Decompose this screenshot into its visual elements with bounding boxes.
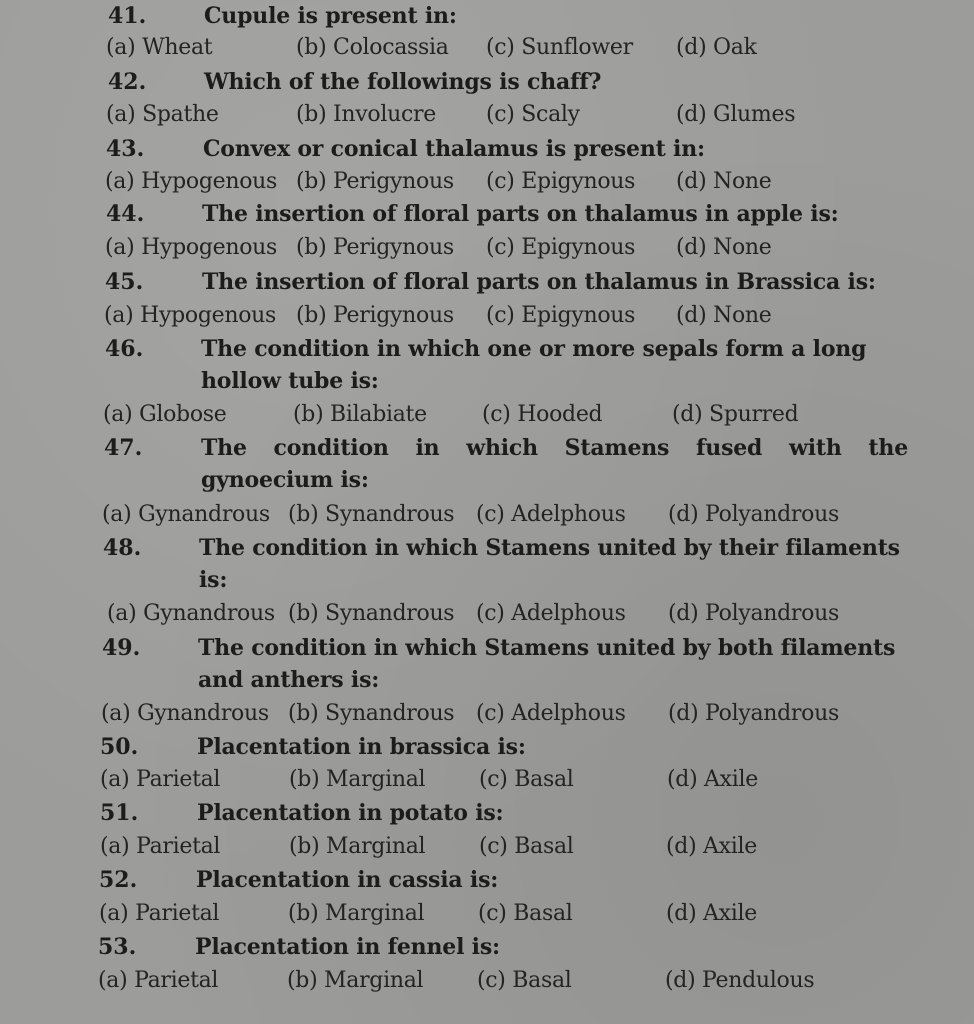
option-b: (b) Perigynous: [296, 235, 454, 260]
option-d: (d) None: [676, 235, 772, 260]
question-number: 50.: [100, 734, 139, 760]
option-c: (c) Basal: [477, 968, 572, 993]
option-c: (c) Adelphous: [476, 701, 626, 726]
option-b: (b) Colocassia: [296, 35, 449, 60]
question-text: The insertion of floral parts on thalamus in Brassica is:: [202, 269, 876, 295]
option-d: (d) Polyandrous: [668, 701, 839, 726]
option-b: (b) Marginal: [289, 767, 426, 792]
option-d: (d) Glumes: [676, 102, 796, 127]
question-text: The condition in which Stamens united by their filaments is:: [199, 535, 900, 593]
option-c: (c) Basal: [478, 901, 573, 926]
option-a: (a) Hypogenous: [105, 169, 277, 194]
question-number: 49.: [102, 635, 141, 661]
option-c: (c) Sunflower: [486, 35, 633, 60]
option-c: (c) Epigynous: [486, 303, 636, 328]
question-number: 46.: [105, 336, 144, 362]
option-d: (d) None: [676, 303, 772, 328]
question-number: 42.: [108, 69, 147, 95]
option-c: (c) Epigynous: [486, 235, 636, 260]
option-d: (d) Axile: [666, 834, 757, 859]
option-d: (d) Spurred: [672, 402, 799, 427]
option-c: (c) Epigynous: [486, 169, 636, 194]
option-a: (a) Gynandrous: [107, 601, 275, 626]
option-b: (b) Bilabiate: [293, 402, 427, 427]
option-b: (b) Perigynous: [296, 303, 454, 328]
question-text: Convex or conical thalamus is present in:: [203, 136, 705, 162]
question-number: 48.: [103, 535, 142, 561]
question-text: Placentation in cassia is:: [196, 867, 499, 893]
option-d: (d) Polyandrous: [668, 601, 839, 626]
option-c: (c) Basal: [479, 767, 574, 792]
option-a: (a) Wheat: [106, 35, 213, 60]
question-text: The condition in which Stamens fused with the gynoecium is:: [201, 435, 908, 493]
question-number: 44.: [106, 201, 145, 227]
option-a: (a) Parietal: [99, 901, 220, 926]
option-a: (a) Parietal: [100, 767, 221, 792]
option-b: (b) Synandrous: [288, 601, 455, 626]
option-a: (a) Hypogenous: [104, 303, 276, 328]
option-c: (c) Adelphous: [476, 502, 626, 527]
question-text: Cupule is present in:: [204, 3, 457, 29]
option-d: (d) Polyandrous: [668, 502, 839, 527]
option-b: (b) Synandrous: [288, 502, 455, 527]
option-a: (a) Gynandrous: [101, 701, 269, 726]
option-b: (b) Marginal: [287, 968, 424, 993]
question-number: 41.: [108, 3, 147, 29]
option-a: (a) Spathe: [106, 102, 219, 127]
option-d: (d) Oak: [676, 35, 757, 60]
option-a: (a) Globose: [103, 402, 227, 427]
question-number: 53.: [98, 934, 137, 960]
question-text: Placentation in potato is:: [197, 800, 504, 826]
option-d: (d) None: [676, 169, 772, 194]
question-text: The insertion of floral parts on thalamus in apple is:: [202, 201, 839, 227]
question-text: Placentation in fennel is:: [195, 934, 500, 960]
option-b: (b) Marginal: [289, 834, 426, 859]
option-c: (c) Hooded: [482, 402, 603, 427]
question-text: Which of the followings is chaff?: [204, 69, 602, 95]
question-number: 51.: [100, 800, 139, 826]
question-text: Placentation in brassica is:: [197, 734, 526, 760]
option-a: (a) Parietal: [98, 968, 219, 993]
option-c: (c) Adelphous: [476, 601, 626, 626]
option-b: (b) Involucre: [296, 102, 436, 127]
option-c: (c) Scaly: [486, 102, 580, 127]
option-c: (c) Basal: [479, 834, 574, 859]
question-number: 52.: [99, 867, 138, 893]
option-b: (b) Marginal: [288, 901, 425, 926]
question-text: The condition in which one or more sepals form a long hollow tube is:: [201, 336, 867, 394]
option-a: (a) Hypogenous: [105, 235, 277, 260]
option-b: (b) Perigynous: [296, 169, 454, 194]
option-a: (a) Gynandrous: [102, 502, 270, 527]
option-a: (a) Parietal: [100, 834, 221, 859]
option-b: (b) Synandrous: [288, 701, 455, 726]
question-number: 47.: [104, 435, 143, 461]
option-d: (d) Pendulous: [665, 968, 815, 993]
option-d: (d) Axile: [666, 901, 757, 926]
question-number: 45.: [105, 269, 144, 295]
question-text: The condition in which Stamens united by both filaments and anthers is:: [198, 635, 896, 693]
option-d: (d) Axile: [667, 767, 758, 792]
question-number: 43.: [106, 136, 145, 162]
